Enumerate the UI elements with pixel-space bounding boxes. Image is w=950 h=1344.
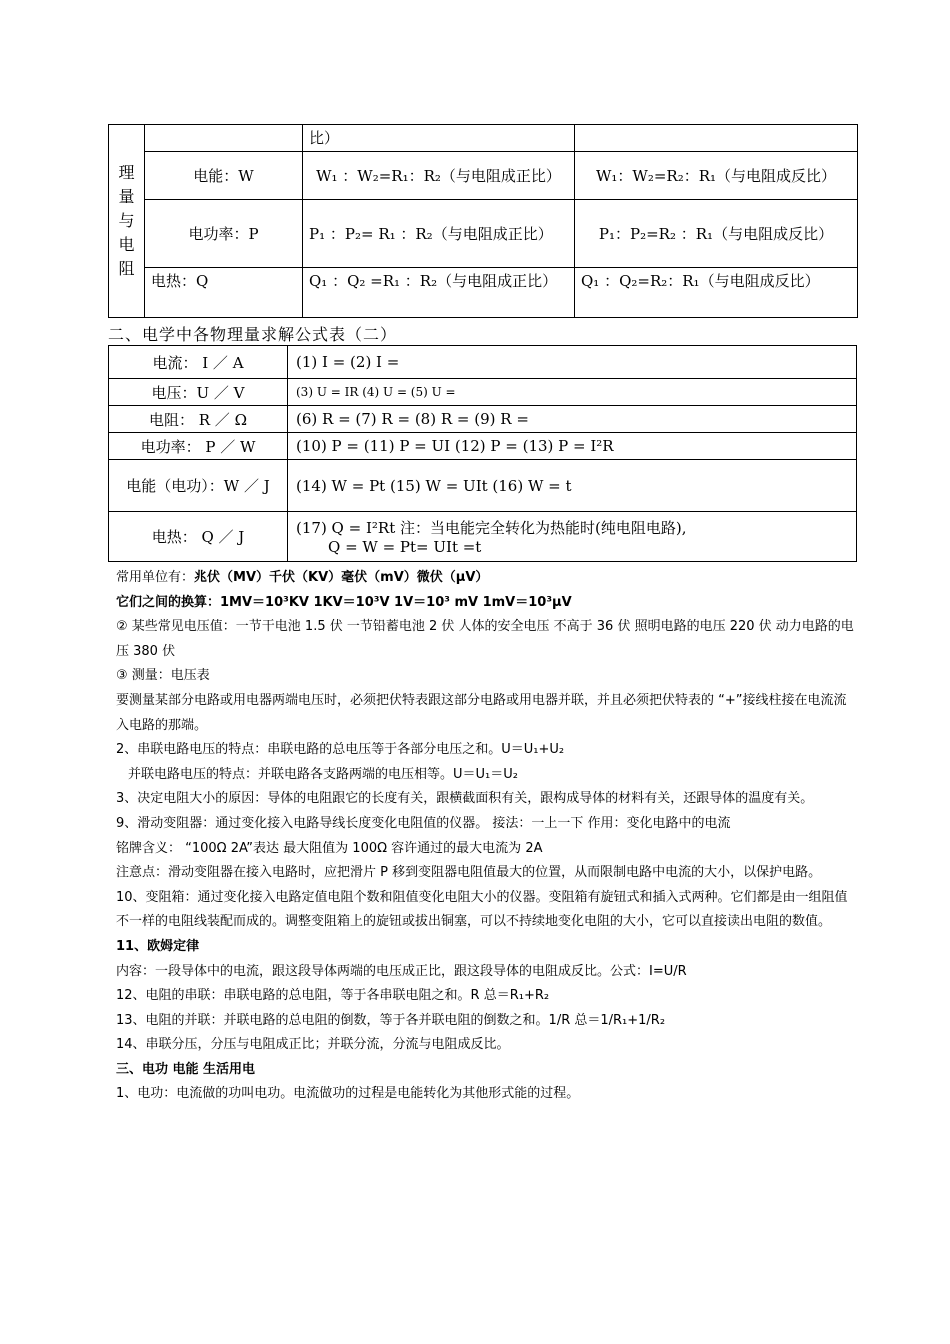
quantity-label: 电阻： R ／ Ω — [109, 406, 288, 433]
paragraph: 注意点：滑动变阻器在接入电路时，应把滑片 P 移到变阻器电阻值最大的位置，从而限制电路中电流的大小，以保护电路。 — [116, 865, 822, 881]
formula-cell: (6) R = (7) R = (8) R = (9) R = — [288, 406, 857, 433]
formula-cell: (3) U = IR (4) U = (5) U = — [288, 379, 857, 406]
paragraph: 14、串联分压，分压与电阻成正比；并联分流，分流与电阻成反比。 — [116, 1037, 510, 1053]
series-relation: Q₁ ：Q₂ =R₁ ：R₂（与电阻成正比） — [303, 268, 575, 318]
paragraph: 3、决定电阻大小的原因：导体的电阻跟它的长度有关，跟横截面积有关，跟构成导体的材料有关，还跟导体的温度有关。 — [116, 791, 814, 807]
paragraph: 1、电功：电流做的功叫电功。电流做功的过程是电能转化为其他形式能的过程。 — [116, 1086, 580, 1102]
formula-cell: (14) W = Pt (15) W = UIt (16) W = t — [288, 460, 857, 512]
row-label-power: 电功率：P — [145, 200, 303, 268]
row-label-energy: 电能：W — [145, 152, 303, 200]
paragraph: 并联电路电压的特点：并联电路各支路两端的电压相等。U＝U₁＝U₂ — [128, 766, 518, 782]
formula-line: (17) Q = I²Rt 注：当电能完全转化为热能时(纯电阻电路), — [296, 519, 687, 537]
relation-table — [108, 124, 858, 318]
paragraph: 9、滑动变阻器：通过变化接入电路导线长度变化电阻值的仪器。 接法：一上一下 作用：变化电路中的电流 — [116, 815, 731, 831]
parallel-relation: W₁：W₂=R₂：R₁（与电阻成反比） — [575, 152, 858, 200]
parallel-relation: Q₁ ：Q₂=R₂：R₁（与电阻成反比） — [575, 268, 858, 318]
formula-cell: (10) P = (11) P = UI (12) P = (13) P = I²R — [288, 433, 857, 460]
paragraph: 12、电阻的串联：串联电路的总电阻，等于各串联电阻之和。R 总＝R₁+R₂ — [116, 988, 550, 1004]
table-cell: 比） — [303, 125, 575, 152]
formula-line: Q = W = Pt= UIt =t — [328, 538, 482, 556]
parallel-relation: P₁：P₂=R₂ ：R₁（与电阻成反比） — [575, 200, 858, 268]
paragraph: 常用单位有：兆伏（MV）千伏（KV）毫伏（mV）微伏（μV） — [116, 570, 489, 585]
quantity-label: 电流： I ／ A — [109, 346, 288, 379]
formula-cell — [288, 512, 857, 562]
table-cell — [575, 125, 858, 152]
formula-cell: (1) I = (2) I = — [288, 346, 857, 379]
section-title: 二、电学中各物理量求解公式表（二） — [108, 325, 398, 344]
quantity-label: 电功率： P ／ W — [109, 433, 288, 460]
paragraph: 内容：一段导体中的电流，跟这段导体两端的电压成正比，跟这段导体的电阻成反比。公式：I=U/R — [116, 963, 687, 979]
quantity-label: 电压：U ／ V — [109, 379, 288, 406]
paragraph: ③ 测量：电压表 — [116, 668, 210, 684]
paragraph: 要测量某部分电路或用电器两端电压时，必须把伏特表跟这部分电路或用电器并联，并且必须把伏特表的 “+”接线柱接在电流流入电路的那端。 — [116, 692, 847, 733]
formula-table — [108, 345, 857, 562]
paragraph: ② 某些常见电压值：一节干电池 1.5 伏 一节铅蓄电池 2 伏 人体的安全电压 不高于 36 伏 照明电路的电压 220 伏 动力电路的电压 380 伏 — [116, 619, 854, 659]
series-relation: W₁ ：W₂=R₁：R₂（与电阻成正比） — [303, 152, 575, 200]
paragraph: 铭牌含义： “100Ω 2A”表达 最大阻值为 100Ω 容许通过的最大电流为 2A — [116, 840, 543, 856]
paragraph: 2、串联电路电压的特点：串联电路的总电压等于各部分电压之和。U＝U₁+U₂ — [116, 742, 565, 758]
row-label-heat: 电热：Q — [145, 268, 303, 318]
quantity-label: 电热： Q ／ J — [109, 512, 288, 562]
heading: 三、电功 电能 生活用电 — [116, 1061, 256, 1077]
body-text — [116, 566, 856, 1107]
heading: 11、欧姆定律 — [116, 938, 200, 954]
series-relation: P₁ ：P₂= R₁ ：R₂（与电阻成正比） — [303, 200, 575, 268]
quantity-label: 电能（电功）：W ／ J — [109, 460, 288, 512]
paragraph: 13、电阻的并联：并联电路的总电阻的倒数，等于各并联电阻的倒数之和。1/R 总＝1/R₁+1/R₂ — [116, 1012, 666, 1028]
paragraph: 10、变阻箱：通过变化接入电路定值电阻个数和阻值变化电阻大小的仪器。变阻箱有旋钮式和插入式两种。它们都是由一组阻值不一样的电阻线装配而成的。调整变阻箱上的旋钮或拔出铜塞，可以不持续地变化电阻的大小，它可以直接读出电阻的数值。 — [116, 889, 848, 930]
paragraph: 它们之间的换算：1MV＝10³KV 1KV＝10³V 1V＝10³ mV 1mV＝10³μV — [116, 594, 572, 610]
vertical-label: 理 量 与 电 阻 — [109, 125, 145, 318]
table-cell — [145, 125, 303, 152]
